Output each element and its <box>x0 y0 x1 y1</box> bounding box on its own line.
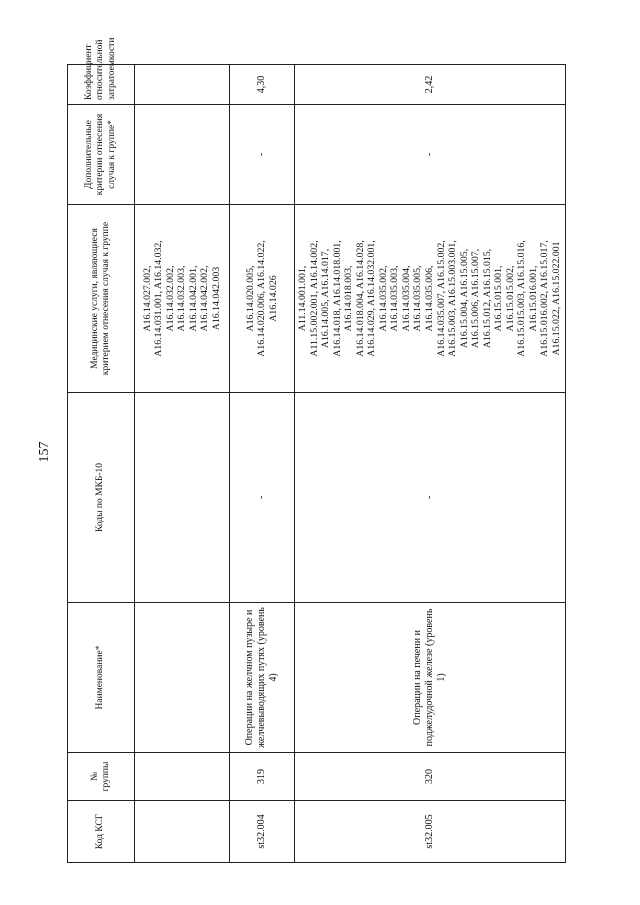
cell-code: st32.004 <box>230 801 295 863</box>
service-code-line: A16.14.029, A16.14.032.001, <box>366 240 378 357</box>
cell-additional-criteria: - <box>295 105 566 205</box>
cell-medical-services <box>295 205 566 393</box>
cell-group: 319 <box>230 753 295 801</box>
service-code-line: A16.14.035.003, <box>389 265 401 332</box>
header-code: Код КСГ <box>68 801 135 863</box>
service-code-line: A16.15.003, A16.15.003.001, <box>447 240 459 357</box>
cell-additional-criteria <box>135 105 230 205</box>
service-code-line: A16.15.015.002, <box>504 265 516 332</box>
service-code-line: A16.14.035.004, <box>400 265 412 332</box>
table-row <box>295 65 566 863</box>
service-code-line: A16.15.015.001, <box>493 265 505 332</box>
service-code-line: A16.14.018.004, A16.14.028, <box>354 240 366 357</box>
service-code-line: A16.14.020.005, <box>244 265 256 332</box>
service-code-line: A16.14.005, A16.14.017, <box>320 248 332 349</box>
service-code-line: A16.14.026 <box>267 275 279 322</box>
service-code-line: A16.14.035.002, <box>377 265 389 332</box>
cell-coefficient <box>135 65 230 105</box>
cell-coefficient: 4,30 <box>230 65 295 105</box>
service-code-line: A16.14.042.002, <box>199 265 211 332</box>
cell-group <box>135 753 230 801</box>
service-code-line: A16.15.022, A16.15.022.001 <box>551 241 563 356</box>
ksg-table <box>67 37 566 863</box>
service-code-line: A16.14.032.002, <box>164 265 176 332</box>
service-code-line: A16.15.016.001, <box>527 265 539 332</box>
header-coefficient: Коэффициент относительной затратоемкости <box>68 65 135 105</box>
service-code-line: A11.14.001.001, <box>297 265 308 332</box>
cell-mkb: - <box>230 393 295 603</box>
service-code-line: A16.15.006, A16.15.007, <box>470 248 482 349</box>
cell-medical-services <box>230 205 295 393</box>
service-code-line: A16.14.042.003 <box>210 266 222 331</box>
cell-name <box>135 603 230 753</box>
cell-code <box>135 801 230 863</box>
service-code-line: A16.14.032.003, <box>176 265 188 332</box>
tariff-table-container <box>67 37 563 863</box>
service-code-line: A16.15.004, A16.15.005, <box>458 248 470 349</box>
header-additional-criteria: Дополнительные критерии отнесения случая к группе* <box>68 105 135 205</box>
service-code-line: A16.14.018, A16.14.018.001, <box>331 240 343 357</box>
cell-group: 320 <box>295 753 566 801</box>
service-code-line: A16.15.012, A16.15.015, <box>481 248 493 349</box>
service-code-line: A16.14.031.001, A16.14.032, <box>153 240 165 357</box>
cell-name: Операции на печени и поджелудочной железе (уровень 1) <box>295 603 566 753</box>
cell-mkb: - <box>295 393 566 603</box>
service-code-line: A16.14.042.001, <box>187 265 199 332</box>
service-code-line: A16.14.020.006, A16.14.022, <box>256 240 268 357</box>
header-mkb: Коды по МКБ-10 <box>68 393 135 603</box>
service-code-line: A16.14.027.002, <box>141 265 153 332</box>
service-code-line: A16.14.035.007, A16.15.002, <box>435 240 447 357</box>
cell-mkb <box>135 393 230 603</box>
service-code-line: A11.15.002.001, A16.14.002, <box>308 240 320 357</box>
service-code-line: A16.14.018.003, <box>343 265 355 332</box>
table-row <box>230 65 295 863</box>
cell-code: st32.005 <box>295 801 566 863</box>
service-code-line: A16.15.015.003, A16.15.016, <box>516 240 528 357</box>
header-medical-services: Медицинские услуги, являющиеся критерием отнесения случая к группе <box>68 205 135 393</box>
cell-additional-criteria: - <box>230 105 295 205</box>
service-code-line: A16.14.035.005, <box>412 265 424 332</box>
header-name: Наименование* <box>68 603 135 753</box>
header-group: № группы <box>68 753 135 801</box>
cell-coefficient: 2,42 <box>295 65 566 105</box>
table-row <box>135 65 230 863</box>
cell-name: Операции на желчном пузыре и желчевыводящих путях (уровень 4) <box>230 603 295 753</box>
service-code-line: A16.14.035.006, <box>424 265 436 332</box>
page-number: 157 <box>37 441 52 463</box>
cell-medical-services <box>135 205 230 393</box>
service-code-line: A16.15.016.002, A16.15.017, <box>539 240 551 357</box>
